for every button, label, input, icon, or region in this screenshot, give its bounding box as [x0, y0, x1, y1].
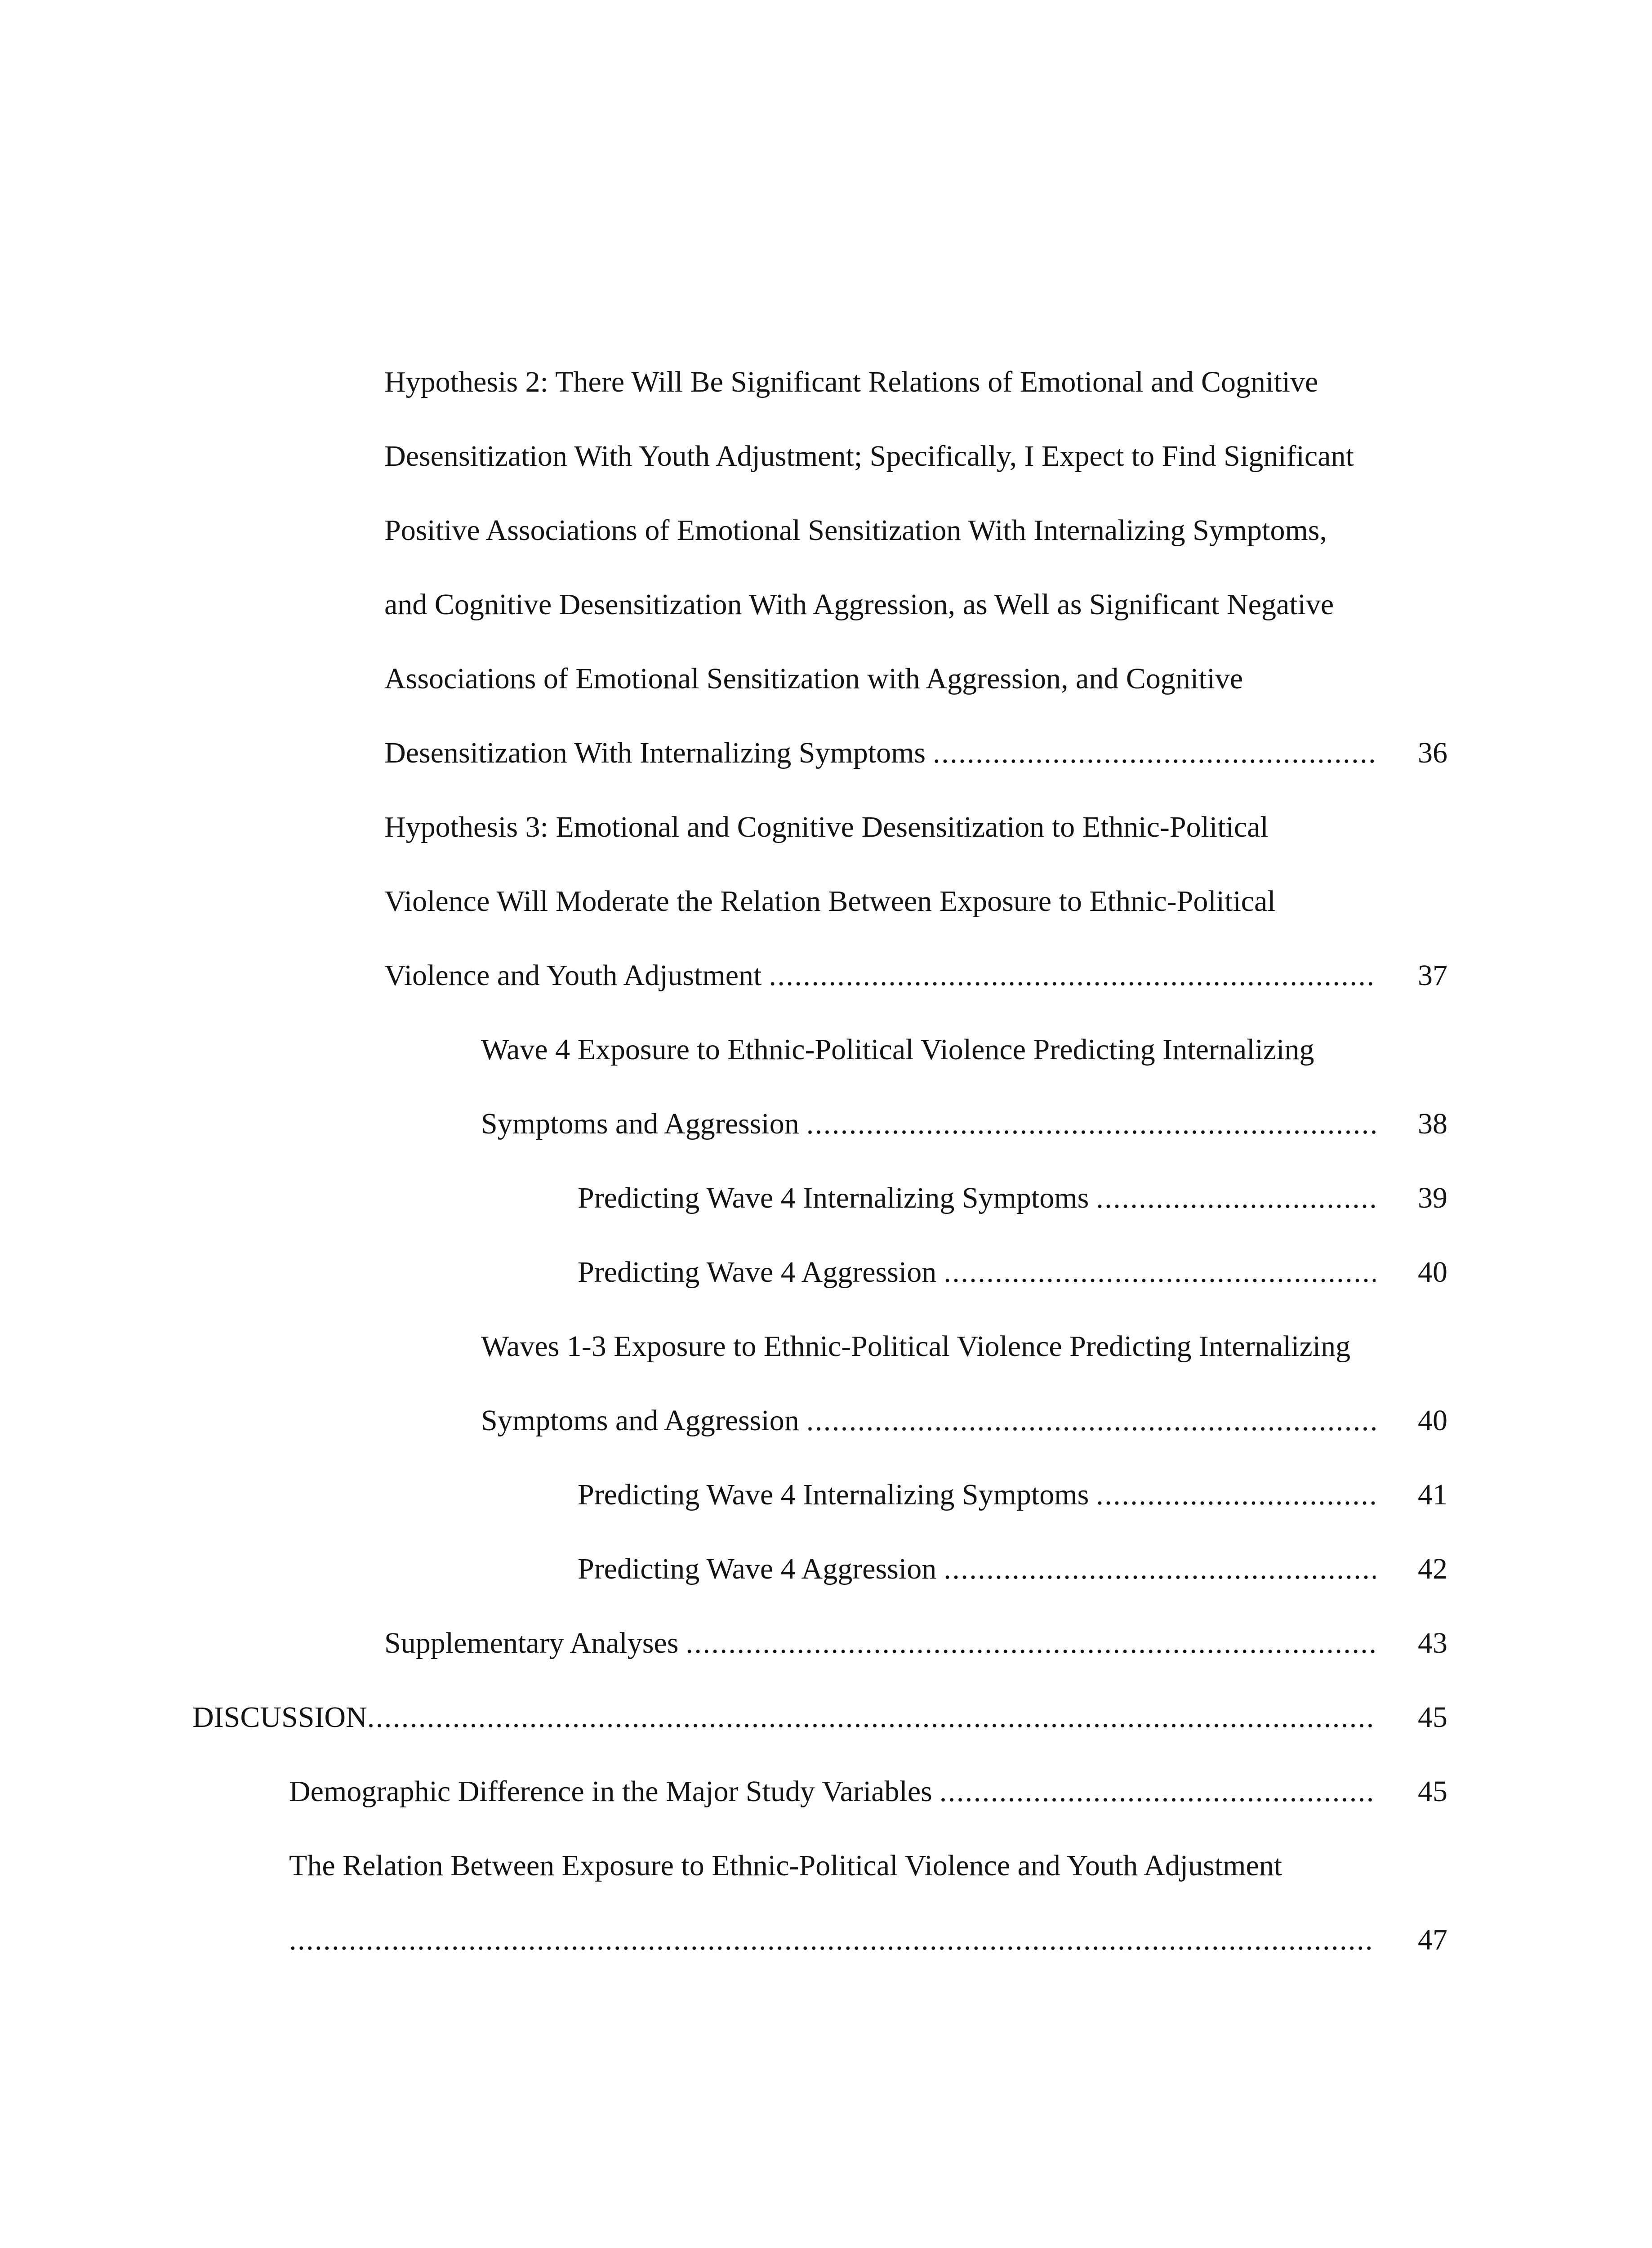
toc-entry-text: Associations of Emotional Sensitization with Aggression, and Cognitive: [384, 662, 1243, 695]
page-number: 45: [1418, 1701, 1447, 1734]
toc-entry-text: Positive Associations of Emotional Sensitization With Internalizing Symptoms,: [384, 514, 1327, 547]
page-number: 37: [1418, 959, 1447, 992]
toc-entry-last-line: [578, 1547, 1376, 1592]
page-number: 38: [1418, 1107, 1447, 1140]
toc-entry-text: Hypothesis 2: There Will Be Significant Relations of Emotional and Cognitive: [384, 366, 1318, 398]
toc-entry-last-line: [384, 953, 1376, 998]
dot-leader: [944, 1250, 1376, 1295]
dot-leader: [806, 1398, 1376, 1443]
dot-leader: [944, 1547, 1376, 1592]
toc-entry-text: Predicting Wave 4 Internalizing Symptoms: [578, 1478, 1089, 1511]
toc-entry-text: Demographic Difference in the Major Study Variables: [289, 1775, 932, 1808]
toc-entry-last-line: [578, 1472, 1376, 1517]
toc-entry-text: Hypothesis 3: Emotional and Cognitive Desensitization to Ethnic-Political: [384, 811, 1269, 843]
dot-leader: [1096, 1176, 1376, 1221]
toc-entry-last-line: [192, 1695, 1376, 1740]
page-number: 39: [1418, 1182, 1447, 1214]
page-number: 41: [1418, 1478, 1447, 1511]
page-number: 40: [1418, 1404, 1447, 1437]
toc-entry-text: Desensitization With Internalizing Symptoms: [384, 736, 926, 769]
toc-entry-last-line: [289, 1769, 1376, 1814]
dot-leader: [940, 1769, 1376, 1814]
dot-leader: [1096, 1472, 1376, 1517]
page-number: 47: [1418, 1923, 1447, 1956]
page-number: 43: [1418, 1627, 1447, 1659]
toc-entry-last-line: [578, 1250, 1376, 1295]
toc-entry-text: Predicting Wave 4 Aggression: [578, 1256, 937, 1289]
toc-entry-text: Desensitization With Youth Adjustment; Specifically, I Expect to Find Significant: [384, 440, 1354, 473]
toc-entry-text: Predicting Wave 4 Internalizing Symptoms: [578, 1182, 1089, 1214]
toc-entry-last-line: [289, 1918, 1376, 1963]
page-number: 40: [1418, 1256, 1447, 1289]
toc-entry-text: Symptoms and Aggression: [481, 1107, 799, 1140]
toc-entry-text: Predicting Wave 4 Aggression: [578, 1552, 937, 1585]
toc-entry-text: Waves 1-3 Exposure to Ethnic-Political Violence Predicting Internalizing: [481, 1330, 1351, 1363]
toc-entry-last-line: [481, 1398, 1376, 1443]
toc-entry-text: Supplementary Analyses: [384, 1627, 679, 1659]
dot-leader: [769, 953, 1376, 998]
toc-entry-text: The Relation Between Exposure to Ethnic-Political Violence and Youth Adjustment: [289, 1849, 1282, 1882]
toc-entry-text: Symptoms and Aggression: [481, 1404, 799, 1437]
toc-entry-text: Violence and Youth Adjustment: [384, 959, 762, 992]
toc-entry-last-line: [384, 1621, 1376, 1666]
toc-entry-text: DISCUSSION: [192, 1701, 367, 1734]
toc-entry-text: Violence Will Moderate the Relation Between Exposure to Ethnic-Political: [384, 885, 1276, 918]
dot-leader: [806, 1102, 1376, 1146]
page-number: 45: [1418, 1775, 1447, 1808]
toc-entry-last-line: [578, 1176, 1376, 1221]
toc-entry-last-line: [384, 731, 1376, 776]
page-number: 36: [1418, 736, 1447, 769]
page-number: 42: [1418, 1552, 1447, 1585]
dot-leader: [686, 1621, 1376, 1666]
dot-leader: [289, 1918, 1376, 1963]
dot-leader: [933, 731, 1376, 776]
toc-entry-text: Wave 4 Exposure to Ethnic-Political Violence Predicting Internalizing: [481, 1033, 1314, 1066]
toc-entry-last-line: [481, 1102, 1376, 1146]
dot-leader: [367, 1695, 1376, 1740]
toc-entry-text: and Cognitive Desensitization With Aggression, as Well as Significant Negative: [384, 588, 1334, 621]
